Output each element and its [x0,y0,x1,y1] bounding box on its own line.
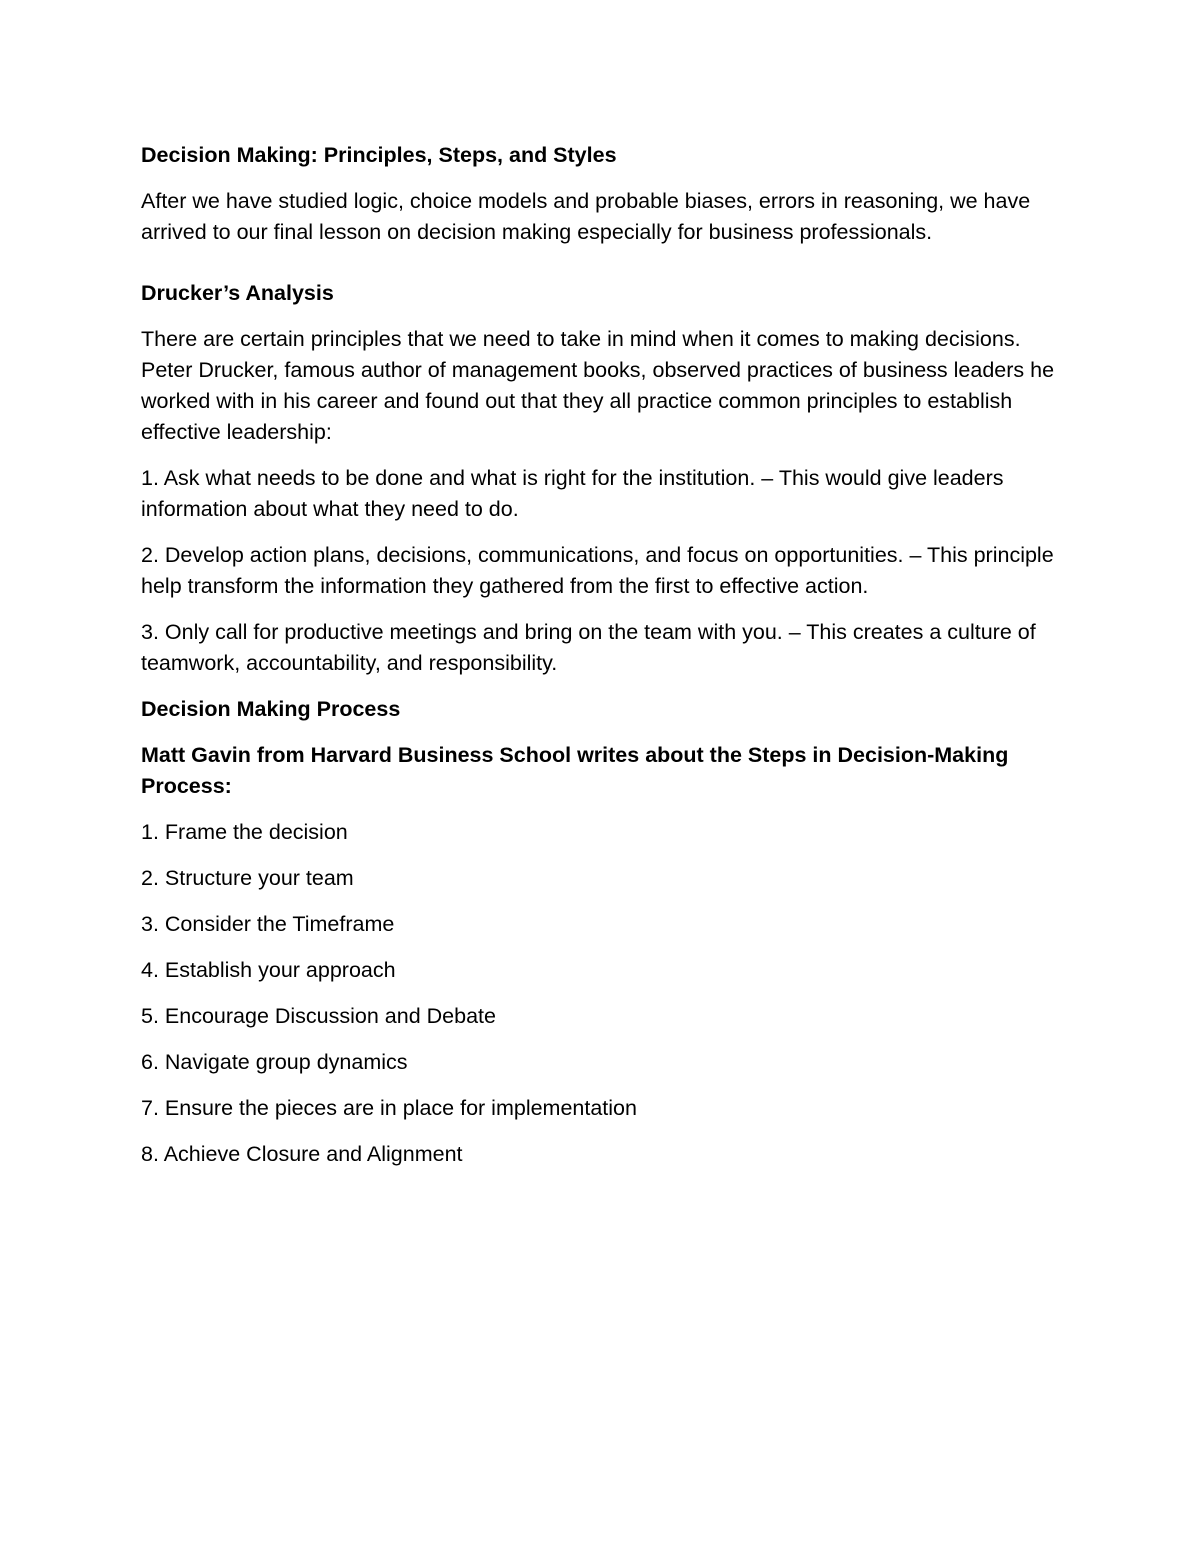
intro-paragraph: After we have studied logic, choice models and probable biases, errors in reasoning, we have arrived to our final lesson on decision making especially for business professionals. [141,189,1031,244]
principle-item: 1. Ask what needs to be done and what is right for the institution. – This would give leaders information about what they need to do. [141,466,1004,521]
principle-item: 3. Only call for productive meetings and bring on the team with you. – This creates a culture of teamwork, accountability, and responsibility. [141,620,1036,675]
drucker-heading: Drucker’s Analysis [141,281,334,305]
step-item: 8. Achieve Closure and Alignment [141,1142,463,1166]
step-item: 6. Navigate group dynamics [141,1050,408,1074]
step-item: 4. Establish your approach [141,958,396,982]
process-subheading: Matt Gavin from Harvard Business School writes about the Steps in Decision-Making Process: [141,743,1009,798]
document-title: Decision Making: Principles, Steps, and Styles [141,143,617,167]
process-heading: Decision Making Process [141,697,401,721]
document-body [141,140,1071,1185]
step-item: 5. Encourage Discussion and Debate [141,1004,496,1028]
step-item: 7. Ensure the pieces are in place for implementation [141,1096,637,1120]
step-item: 2. Structure your team [141,866,354,890]
principle-item: 2. Develop action plans, decisions, communications, and focus on opportunities. – This principle help transform the information they gathered from the first to effective action. [141,543,1054,598]
drucker-paragraph: There are certain principles that we need to take in mind when it comes to making decisions. Peter Drucker, famous author of management books, observed practices of business leaders he worked with in his career and found out that they all practice common principles to establish effective leadership: [141,327,1055,444]
step-item: 1. Frame the decision [141,820,348,844]
step-item: 3. Consider the Timeframe [141,912,395,936]
